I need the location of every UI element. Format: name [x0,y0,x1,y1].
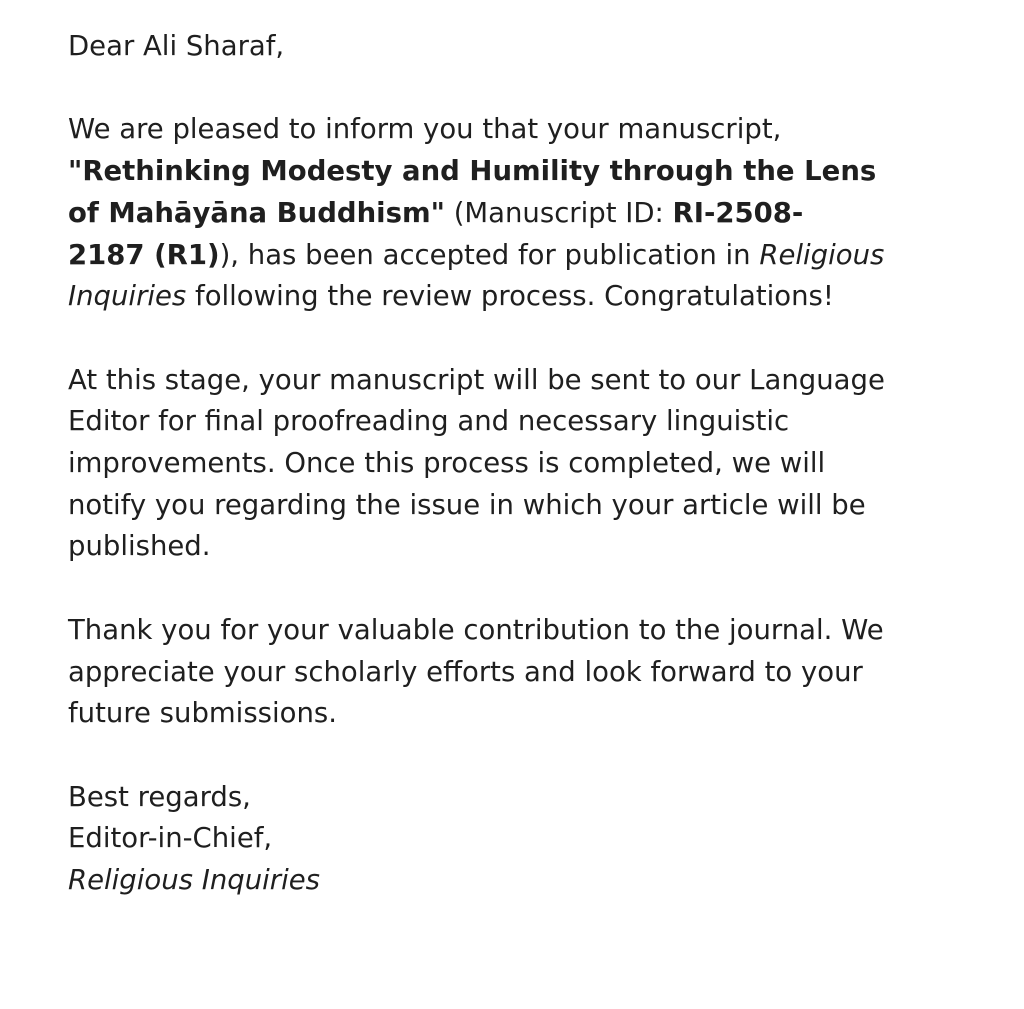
journal-name-part-1: Religious [759,238,885,271]
signoff-role: Editor-in-Chief, [68,822,273,855]
journal-name-part-2: Inquiries [68,280,187,313]
next-steps-paragraph [68,360,968,569]
signoff [68,777,968,902]
thanks-line-1: Thank you for your valuable contribution to the journal. We [68,613,884,646]
congratulations-text: following the review process. Congratulations! [186,280,834,313]
next-steps-line-2: Editor for final proofreading and necessary linguistic [68,405,790,438]
signoff-journal-line [68,860,968,902]
thanks-line-2: appreciate your scholarly efforts and look forward to your [68,655,863,688]
acceptance-line-1: We are pleased to inform you that your manuscript, [68,113,782,146]
next-steps-line-1: At this stage, your manuscript will be sent to our Language [68,363,885,396]
acceptance-line-2 [68,151,968,193]
manuscript-id-part-2: 2187 (R1) [68,238,220,271]
salutation [68,26,968,68]
acceptance-line-5 [68,276,968,318]
acceptance-text: ), has been accepted for publication in [219,238,760,271]
manuscript-id-part-1: RI-2508- [672,196,804,229]
acceptance-line-4 [68,235,968,277]
next-steps-line-3: improvements. Once this process is completed, we will [68,447,826,479]
acceptance-paragraph [68,109,968,318]
signoff-journal: Religious Inquiries [68,864,320,896]
next-steps-line-4: notify you regarding the issue in which your article will be [68,488,866,521]
thanks-paragraph [68,610,968,735]
manuscript-id-label: (Manuscript ID: [444,196,673,229]
thanks-line-3: future submissions. [68,697,337,730]
signoff-regards: Best regards, [68,780,251,813]
next-steps-line-5: published. [68,530,211,563]
acceptance-letter [68,26,968,943]
manuscript-title-part-2: of Mahāyāna Buddhism" [68,196,445,229]
manuscript-title-part-1: "Rethinking Modesty and Humility through the Lens [68,155,877,188]
acceptance-line-3 [68,193,968,235]
salutation-text: Dear Ali Sharaf, [68,30,285,62]
